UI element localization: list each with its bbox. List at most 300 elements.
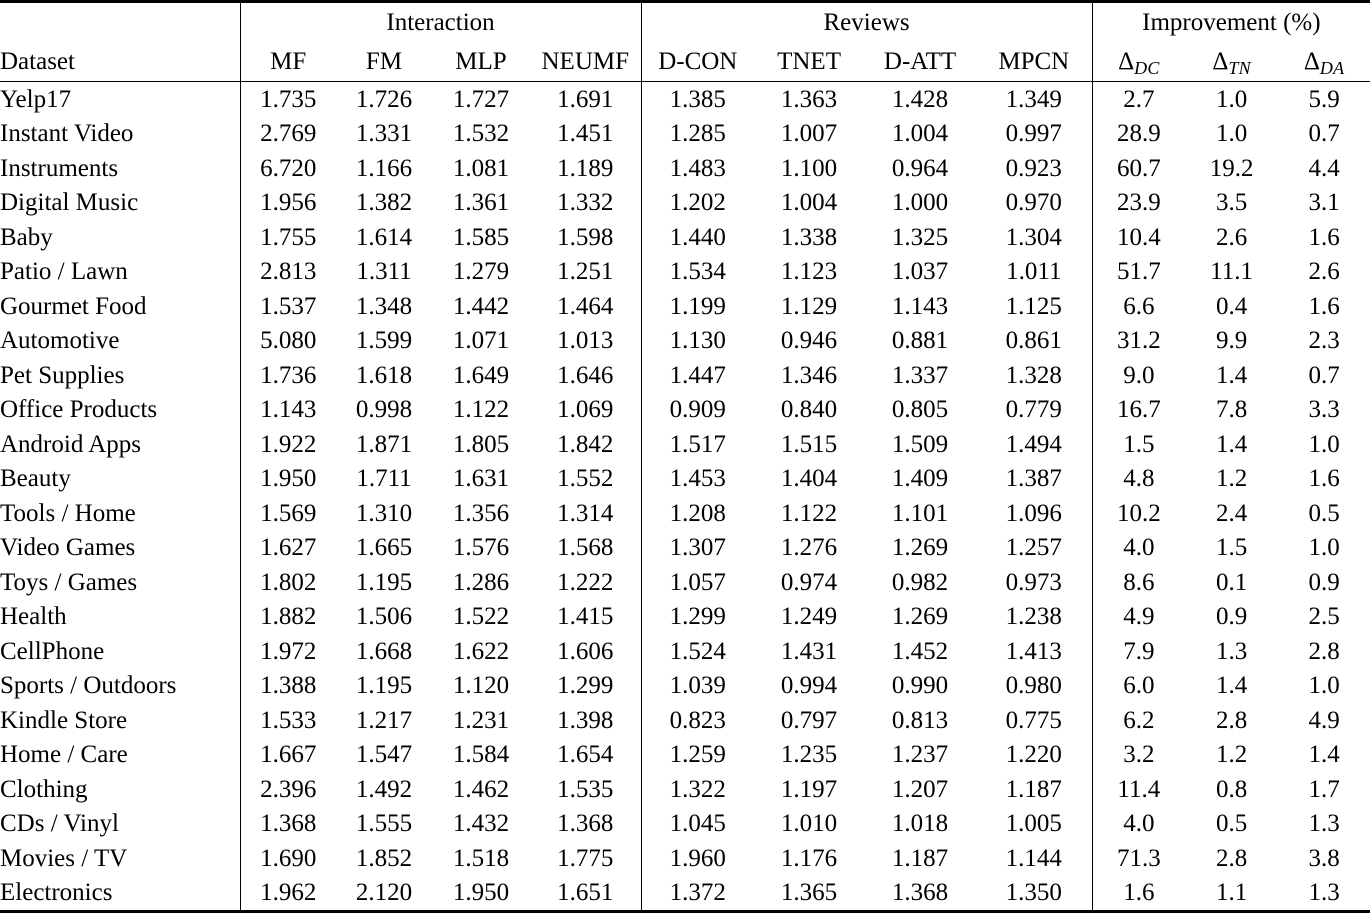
cell-delta_da: 2.5 xyxy=(1308,603,1340,631)
cell-neumf: 1.651 xyxy=(530,876,641,912)
cell-dcon: 1.453 xyxy=(641,462,754,497)
cell-mlp: 1.279 xyxy=(452,258,510,286)
cell-neumf: 1.222 xyxy=(557,568,614,596)
column-header-delta-dc xyxy=(1092,41,1185,82)
group-header-row xyxy=(0,2,1370,42)
cell-dcon: 1.039 xyxy=(641,669,754,704)
cell-dataset-name: Toys / Games xyxy=(0,568,138,596)
cell-tnet: 1.123 xyxy=(780,258,838,286)
cell-neumf: 1.332 xyxy=(557,189,614,217)
cell-dataset-name: Health xyxy=(0,603,67,631)
cell-datt: 1.037 xyxy=(891,258,949,286)
cell-neumf: 1.606 xyxy=(557,637,614,665)
cell-dcon: 1.517 xyxy=(641,427,754,462)
cell-mpcn: 1.125 xyxy=(1005,292,1062,320)
cell-dataset-name: Kindle Store xyxy=(0,706,128,734)
cell-delta_tn: 2.4 xyxy=(1215,499,1248,527)
table-row xyxy=(0,876,1370,912)
cell-mpcn: 1.349 xyxy=(1005,85,1062,113)
table-row xyxy=(0,841,1370,876)
cell-dcon: 0.823 xyxy=(641,703,754,738)
cell-mlp: 1.585 xyxy=(452,223,510,251)
cell-fm: 0.998 xyxy=(355,396,413,424)
cell-delta_tn: 9.9 xyxy=(1215,327,1248,355)
cell-fm: 1.555 xyxy=(355,810,413,838)
cell-delta_tn: 7.8 xyxy=(1215,396,1248,424)
cell-delta_da: 1.0 xyxy=(1308,534,1340,562)
cell-delta_dc: 10.2 xyxy=(1092,496,1185,531)
cell-delta_da: 2.8 xyxy=(1308,637,1340,665)
cell-fm: 1.665 xyxy=(355,534,413,562)
cell-mf: 1.667 xyxy=(240,738,336,773)
cell-dataset-name: Video Games xyxy=(0,534,136,562)
cell-mlp: 1.286 xyxy=(452,568,510,596)
table-row xyxy=(0,600,1370,635)
cell-tnet: 0.974 xyxy=(780,568,838,596)
cell-dcon: 1.130 xyxy=(641,324,754,359)
cell-delta_tn: 0.4 xyxy=(1215,292,1248,320)
cell-mpcn: 1.350 xyxy=(976,876,1092,912)
cell-dataset-name: Office Products xyxy=(0,396,158,424)
cell-delta_dc: 4.0 xyxy=(1092,531,1185,566)
cell-datt: 1.409 xyxy=(891,465,949,493)
cell-dcon: 1.299 xyxy=(641,600,754,635)
cell-fm: 1.492 xyxy=(355,775,413,803)
cell-tnet: 1.122 xyxy=(780,499,838,527)
cell-delta_tn: 11.1 xyxy=(1210,258,1253,286)
cell-delta_dc: 71.3 xyxy=(1092,841,1185,876)
cell-mlp: 1.432 xyxy=(452,810,510,838)
cell-dataset-name: Instant Video xyxy=(0,120,134,148)
cell-mlp: 1.532 xyxy=(452,120,510,148)
column-header-delta-tn xyxy=(1185,41,1278,82)
cell-fm: 1.195 xyxy=(355,568,413,596)
cell-neumf: 1.654 xyxy=(557,741,614,769)
cell-mpcn: 1.494 xyxy=(1005,430,1062,458)
cell-datt: 1.004 xyxy=(891,120,949,148)
cell-dataset-name: Beauty xyxy=(0,465,71,493)
cell-datt: 0.813 xyxy=(891,706,949,734)
column-header-delta-da xyxy=(1278,41,1370,82)
cell-delta_da: 2.3 xyxy=(1308,327,1340,355)
table-row xyxy=(0,703,1370,738)
cell-dataset-name: Yelp17 xyxy=(0,85,72,113)
cell-mpcn: 1.257 xyxy=(1005,534,1062,562)
cell-dcon: 1.483 xyxy=(641,151,754,186)
cell-dcon: 1.385 xyxy=(641,82,754,117)
table-row xyxy=(0,772,1370,807)
cell-datt: 1.187 xyxy=(891,844,949,872)
cell-neumf: 1.299 xyxy=(557,672,614,700)
cell-fm: 1.668 xyxy=(355,637,413,665)
cell-datt: 1.237 xyxy=(891,741,949,769)
cell-mf: 1.962 xyxy=(240,876,336,912)
cell-neumf: 1.598 xyxy=(557,223,614,251)
cell-delta_tn: 1.5 xyxy=(1215,534,1248,562)
cell-delta_dc: 4.8 xyxy=(1092,462,1185,497)
cell-mpcn: 1.144 xyxy=(1005,844,1062,872)
cell-delta_da: 3.3 xyxy=(1308,396,1340,424)
cell-dataset-name: Home / Care xyxy=(0,741,128,769)
cell-delta_dc: 51.7 xyxy=(1092,255,1185,290)
cell-delta_da: 1.7 xyxy=(1308,775,1340,803)
cell-mf: 1.735 xyxy=(240,82,336,117)
cell-delta_da: 2.6 xyxy=(1308,258,1340,286)
cell-mf: 1.569 xyxy=(240,496,336,531)
cell-tnet: 1.431 xyxy=(780,637,838,665)
cell-delta_dc: 9.0 xyxy=(1092,358,1185,393)
cell-datt: 0.982 xyxy=(891,568,949,596)
column-header-dataset: Dataset xyxy=(0,41,240,82)
cell-mpcn: 1.096 xyxy=(1005,499,1062,527)
cell-fm: 1.217 xyxy=(355,706,413,734)
cell-mlp: 1.122 xyxy=(452,396,510,424)
cell-fm: 1.711 xyxy=(356,465,412,493)
group-header-blank xyxy=(0,2,240,42)
cell-tnet: 0.797 xyxy=(780,706,838,734)
table-row xyxy=(0,82,1370,117)
cell-delta_dc: 1.5 xyxy=(1092,427,1185,462)
cell-fm: 1.547 xyxy=(355,741,413,769)
cell-mpcn: 1.011 xyxy=(1006,258,1062,286)
cell-datt: 1.207 xyxy=(891,775,949,803)
cell-datt: 1.000 xyxy=(891,189,949,217)
cell-datt: 0.990 xyxy=(891,672,949,700)
table-row xyxy=(0,738,1370,773)
cell-delta_dc: 28.9 xyxy=(1092,117,1185,152)
cell-delta_da: 0.5 xyxy=(1308,499,1340,527)
cell-fm: 1.310 xyxy=(355,499,413,527)
cell-delta_da: 3.8 xyxy=(1308,844,1340,872)
cell-mlp: 1.442 xyxy=(452,292,510,320)
cell-delta_dc: 60.7 xyxy=(1092,151,1185,186)
cell-delta_dc: 11.4 xyxy=(1092,772,1185,807)
cell-delta_dc: 16.7 xyxy=(1092,393,1185,428)
cell-datt: 1.018 xyxy=(891,810,949,838)
cell-mpcn: 1.328 xyxy=(1005,361,1062,389)
cell-tnet: 1.338 xyxy=(780,223,838,251)
cell-delta_tn: 1.4 xyxy=(1215,672,1248,700)
delta-symbol-da: Δ xyxy=(1303,47,1320,75)
cell-neumf: 1.251 xyxy=(557,258,614,286)
cell-delta_dc: 31.2 xyxy=(1092,324,1185,359)
column-header-datt: D-ATT xyxy=(864,41,976,82)
cell-delta_tn: 1.3 xyxy=(1215,637,1248,665)
cell-dcon: 1.322 xyxy=(641,772,754,807)
cell-tnet: 1.129 xyxy=(780,292,838,320)
cell-dataset-name: Gourmet Food xyxy=(0,292,147,320)
cell-tnet: 1.276 xyxy=(780,534,838,562)
cell-datt: 1.452 xyxy=(891,637,949,665)
cell-dataset-name: Sports / Outdoors xyxy=(0,672,177,700)
cell-neumf: 1.189 xyxy=(557,154,614,182)
cell-mpcn: 1.220 xyxy=(1005,741,1062,769)
cell-dataset-name: Movies / TV xyxy=(0,844,128,872)
cell-fm: 1.599 xyxy=(355,327,413,355)
cell-mlp: 1.631 xyxy=(452,465,510,493)
cell-dataset-name: Automotive xyxy=(0,327,120,355)
cell-delta_tn: 1.0 xyxy=(1215,85,1248,113)
cell-mf: 1.882 xyxy=(240,600,336,635)
cell-delta_da: 0.7 xyxy=(1308,120,1340,148)
table-body xyxy=(0,82,1370,912)
cell-delta_tn: 1.1 xyxy=(1185,876,1278,912)
cell-delta_tn: 0.5 xyxy=(1215,810,1248,838)
cell-mlp: 1.950 xyxy=(432,876,530,912)
cell-dcon: 1.307 xyxy=(641,531,754,566)
cell-mlp: 1.081 xyxy=(452,154,510,182)
cell-delta_da: 3.1 xyxy=(1308,189,1340,217)
cell-tnet: 1.365 xyxy=(754,876,864,912)
cell-dataset-name: Patio / Lawn xyxy=(0,258,128,286)
cell-mlp: 1.584 xyxy=(452,741,510,769)
cell-mpcn: 1.005 xyxy=(1005,810,1062,838)
cell-delta_da: 0.9 xyxy=(1308,568,1340,596)
cell-fm: 1.726 xyxy=(355,85,413,113)
cell-tnet: 1.010 xyxy=(780,810,838,838)
cell-mf: 1.956 xyxy=(240,186,336,221)
table-row xyxy=(0,220,1370,255)
cell-tnet: 1.346 xyxy=(780,361,838,389)
cell-dataset-name: CellPhone xyxy=(0,637,105,665)
cell-neumf: 1.415 xyxy=(557,603,614,631)
cell-mlp: 1.649 xyxy=(452,361,510,389)
cell-delta_dc: 23.9 xyxy=(1092,186,1185,221)
cell-mf: 1.690 xyxy=(240,841,336,876)
cell-delta_tn: 3.5 xyxy=(1215,189,1248,217)
cell-delta_da: 1.3 xyxy=(1278,876,1370,912)
cell-delta_dc: 8.6 xyxy=(1092,565,1185,600)
cell-mpcn: 1.238 xyxy=(1005,603,1062,631)
cell-fm: 1.166 xyxy=(355,154,413,182)
cell-dataset-name: Clothing xyxy=(0,775,88,803)
cell-fm: 1.311 xyxy=(356,258,412,286)
cell-mf: 1.755 xyxy=(240,220,336,255)
cell-delta_da: 1.3 xyxy=(1308,810,1340,838)
cell-tnet: 1.004 xyxy=(780,189,838,217)
cell-dcon: 1.199 xyxy=(641,289,754,324)
column-header-tnet: TNET xyxy=(754,41,864,82)
group-header-interaction: Interaction xyxy=(240,2,641,42)
cell-dcon: 1.057 xyxy=(641,565,754,600)
cell-delta_tn: 2.8 xyxy=(1215,706,1248,734)
cell-delta_dc: 6.0 xyxy=(1092,669,1185,704)
cell-delta_tn: 1.2 xyxy=(1215,465,1248,493)
cell-mpcn: 0.970 xyxy=(1005,189,1062,217)
cell-dcon: 1.534 xyxy=(641,255,754,290)
cell-delta_tn: 1.4 xyxy=(1215,430,1248,458)
cell-tnet: 0.840 xyxy=(780,396,838,424)
cell-neumf: 1.314 xyxy=(557,499,614,527)
cell-fm: 1.195 xyxy=(355,672,413,700)
cell-mlp: 1.518 xyxy=(452,844,510,872)
cell-neumf: 1.451 xyxy=(557,120,614,148)
cell-fm: 1.614 xyxy=(355,223,413,251)
cell-mf: 1.736 xyxy=(240,358,336,393)
table-row xyxy=(0,358,1370,393)
delta-subscript-da: DA xyxy=(1319,58,1345,79)
cell-delta_dc: 10.4 xyxy=(1092,220,1185,255)
table-row xyxy=(0,255,1370,290)
cell-mlp: 1.727 xyxy=(452,85,510,113)
cell-delta_da: 1.4 xyxy=(1308,741,1340,769)
cell-dcon: 1.447 xyxy=(641,358,754,393)
cell-delta_dc: 4.0 xyxy=(1092,807,1185,842)
cell-dataset-name: Digital Music xyxy=(0,189,139,217)
cell-neumf: 1.842 xyxy=(557,430,614,458)
cell-delta_tn: 1.2 xyxy=(1215,741,1248,769)
cell-datt: 1.509 xyxy=(891,430,949,458)
cell-mf: 1.388 xyxy=(240,669,336,704)
group-header-reviews: Reviews xyxy=(641,2,1092,42)
cell-delta_da: 1.0 xyxy=(1308,430,1340,458)
cell-mf: 1.368 xyxy=(240,807,336,842)
table-row xyxy=(0,393,1370,428)
cell-mlp: 1.361 xyxy=(452,189,510,217)
cell-dataset-name: Android Apps xyxy=(0,430,141,458)
cell-dcon: 1.960 xyxy=(641,841,754,876)
table-row xyxy=(0,496,1370,531)
cell-delta_da: 1.6 xyxy=(1308,223,1340,251)
cell-dataset-name: Baby xyxy=(0,223,53,251)
table-row xyxy=(0,186,1370,221)
cell-datt: 1.101 xyxy=(891,499,949,527)
cell-delta_tn: 1.0 xyxy=(1215,120,1248,148)
cell-mf: 1.533 xyxy=(240,703,336,738)
cell-mf: 2.396 xyxy=(240,772,336,807)
cell-datt: 1.269 xyxy=(891,603,949,631)
cell-mpcn: 0.997 xyxy=(1005,120,1062,148)
cell-delta_tn: 0.8 xyxy=(1215,775,1248,803)
cell-fm: 1.382 xyxy=(355,189,413,217)
table-header xyxy=(0,2,1370,82)
cell-datt: 1.337 xyxy=(891,361,949,389)
cell-tnet: 1.404 xyxy=(780,465,838,493)
cell-dataset-name: Tools / Home xyxy=(0,499,136,527)
cell-dcon: 1.045 xyxy=(641,807,754,842)
cell-mf: 1.627 xyxy=(240,531,336,566)
table-row xyxy=(0,289,1370,324)
cell-delta_da: 1.0 xyxy=(1308,672,1340,700)
cell-neumf: 1.775 xyxy=(557,844,614,872)
cell-datt: 1.325 xyxy=(891,223,949,251)
cell-tnet: 1.235 xyxy=(780,741,838,769)
cell-fm: 1.618 xyxy=(355,361,413,389)
cell-dataset-name: Instruments xyxy=(0,154,119,182)
cell-datt: 0.805 xyxy=(891,396,949,424)
cell-tnet: 0.994 xyxy=(780,672,838,700)
cell-mf: 2.813 xyxy=(240,255,336,290)
cell-mf: 1.802 xyxy=(240,565,336,600)
cell-neumf: 1.568 xyxy=(557,534,614,562)
delta-subscript-dc: DC xyxy=(1134,58,1160,79)
cell-delta_tn: 19.2 xyxy=(1209,154,1254,182)
cell-dcon: 1.524 xyxy=(641,634,754,669)
cell-mlp: 1.522 xyxy=(452,603,510,631)
table-row xyxy=(0,531,1370,566)
cell-mf: 5.080 xyxy=(240,324,336,359)
cell-dcon: 1.202 xyxy=(641,186,754,221)
cell-neumf: 1.552 xyxy=(557,465,614,493)
column-header-neumf: NEUMF xyxy=(530,41,641,82)
cell-delta_tn: 0.9 xyxy=(1215,603,1248,631)
cell-dcon: 1.285 xyxy=(641,117,754,152)
cell-mpcn: 1.413 xyxy=(1005,637,1062,665)
cell-datt: 0.881 xyxy=(891,327,949,355)
cell-neumf: 1.646 xyxy=(557,361,614,389)
cell-fm: 1.852 xyxy=(355,844,413,872)
cell-mpcn: 0.973 xyxy=(1005,568,1062,596)
cell-delta_da: 0.7 xyxy=(1308,361,1340,389)
cell-dcon: 1.372 xyxy=(641,876,754,912)
delta-subscript-tn: TN xyxy=(1228,58,1251,79)
cell-delta_dc: 6.6 xyxy=(1092,289,1185,324)
cell-mlp: 1.805 xyxy=(452,430,510,458)
cell-mf: 1.537 xyxy=(240,289,336,324)
cell-dataset-name: CDs / Vinyl xyxy=(0,810,119,838)
cell-neumf: 1.535 xyxy=(557,775,614,803)
delta-symbol-dc: Δ xyxy=(1118,47,1135,75)
cell-delta_da: 1.6 xyxy=(1308,292,1340,320)
table-row xyxy=(0,117,1370,152)
cell-delta_da: 5.9 xyxy=(1308,85,1340,113)
cell-dcon: 1.208 xyxy=(641,496,754,531)
cell-mf: 2.769 xyxy=(240,117,336,152)
cell-fm: 1.506 xyxy=(355,603,413,631)
cell-tnet: 1.515 xyxy=(780,430,838,458)
cell-delta_dc: 3.2 xyxy=(1092,738,1185,773)
cell-mlp: 1.120 xyxy=(452,672,510,700)
cell-mf: 1.143 xyxy=(240,393,336,428)
table-row xyxy=(0,324,1370,359)
cell-delta_da: 1.6 xyxy=(1308,465,1340,493)
cell-mf: 1.972 xyxy=(240,634,336,669)
cell-mpcn: 0.779 xyxy=(1005,396,1062,424)
cell-fm: 1.348 xyxy=(355,292,413,320)
cell-mf: 1.950 xyxy=(240,462,336,497)
cell-datt: 1.368 xyxy=(864,876,976,912)
cell-dataset-name: Pet Supplies xyxy=(0,361,125,389)
cell-delta_da: 4.4 xyxy=(1308,154,1340,182)
cell-mf: 6.720 xyxy=(240,151,336,186)
cell-delta_dc: 1.6 xyxy=(1092,876,1185,912)
cell-mpcn: 1.187 xyxy=(1005,775,1062,803)
cell-delta_dc: 4.9 xyxy=(1092,600,1185,635)
cell-datt: 1.428 xyxy=(891,85,949,113)
column-header-mf: MF xyxy=(240,41,336,82)
cell-fm: 2.120 xyxy=(336,876,432,912)
cell-delta_tn: 2.8 xyxy=(1215,844,1248,872)
column-header-dcon: D-CON xyxy=(641,41,754,82)
cell-mf: 1.922 xyxy=(240,427,336,462)
cell-mpcn: 0.923 xyxy=(1005,154,1062,182)
cell-delta_tn: 2.6 xyxy=(1215,223,1248,251)
cell-neumf: 1.691 xyxy=(557,85,614,113)
cell-delta_dc: 2.7 xyxy=(1092,82,1185,117)
cell-neumf: 1.368 xyxy=(557,810,614,838)
column-header-mpcn: MPCN xyxy=(976,41,1092,82)
column-header-fm: FM xyxy=(336,41,432,82)
cell-datt: 1.143 xyxy=(891,292,949,320)
cell-neumf: 1.398 xyxy=(557,706,614,734)
table-row xyxy=(0,565,1370,600)
table-row xyxy=(0,462,1370,497)
cell-tnet: 0.946 xyxy=(780,327,838,355)
column-header-row xyxy=(0,41,1370,82)
cell-tnet: 1.249 xyxy=(780,603,838,631)
cell-mlp: 1.356 xyxy=(452,499,510,527)
cell-datt: 1.269 xyxy=(891,534,949,562)
